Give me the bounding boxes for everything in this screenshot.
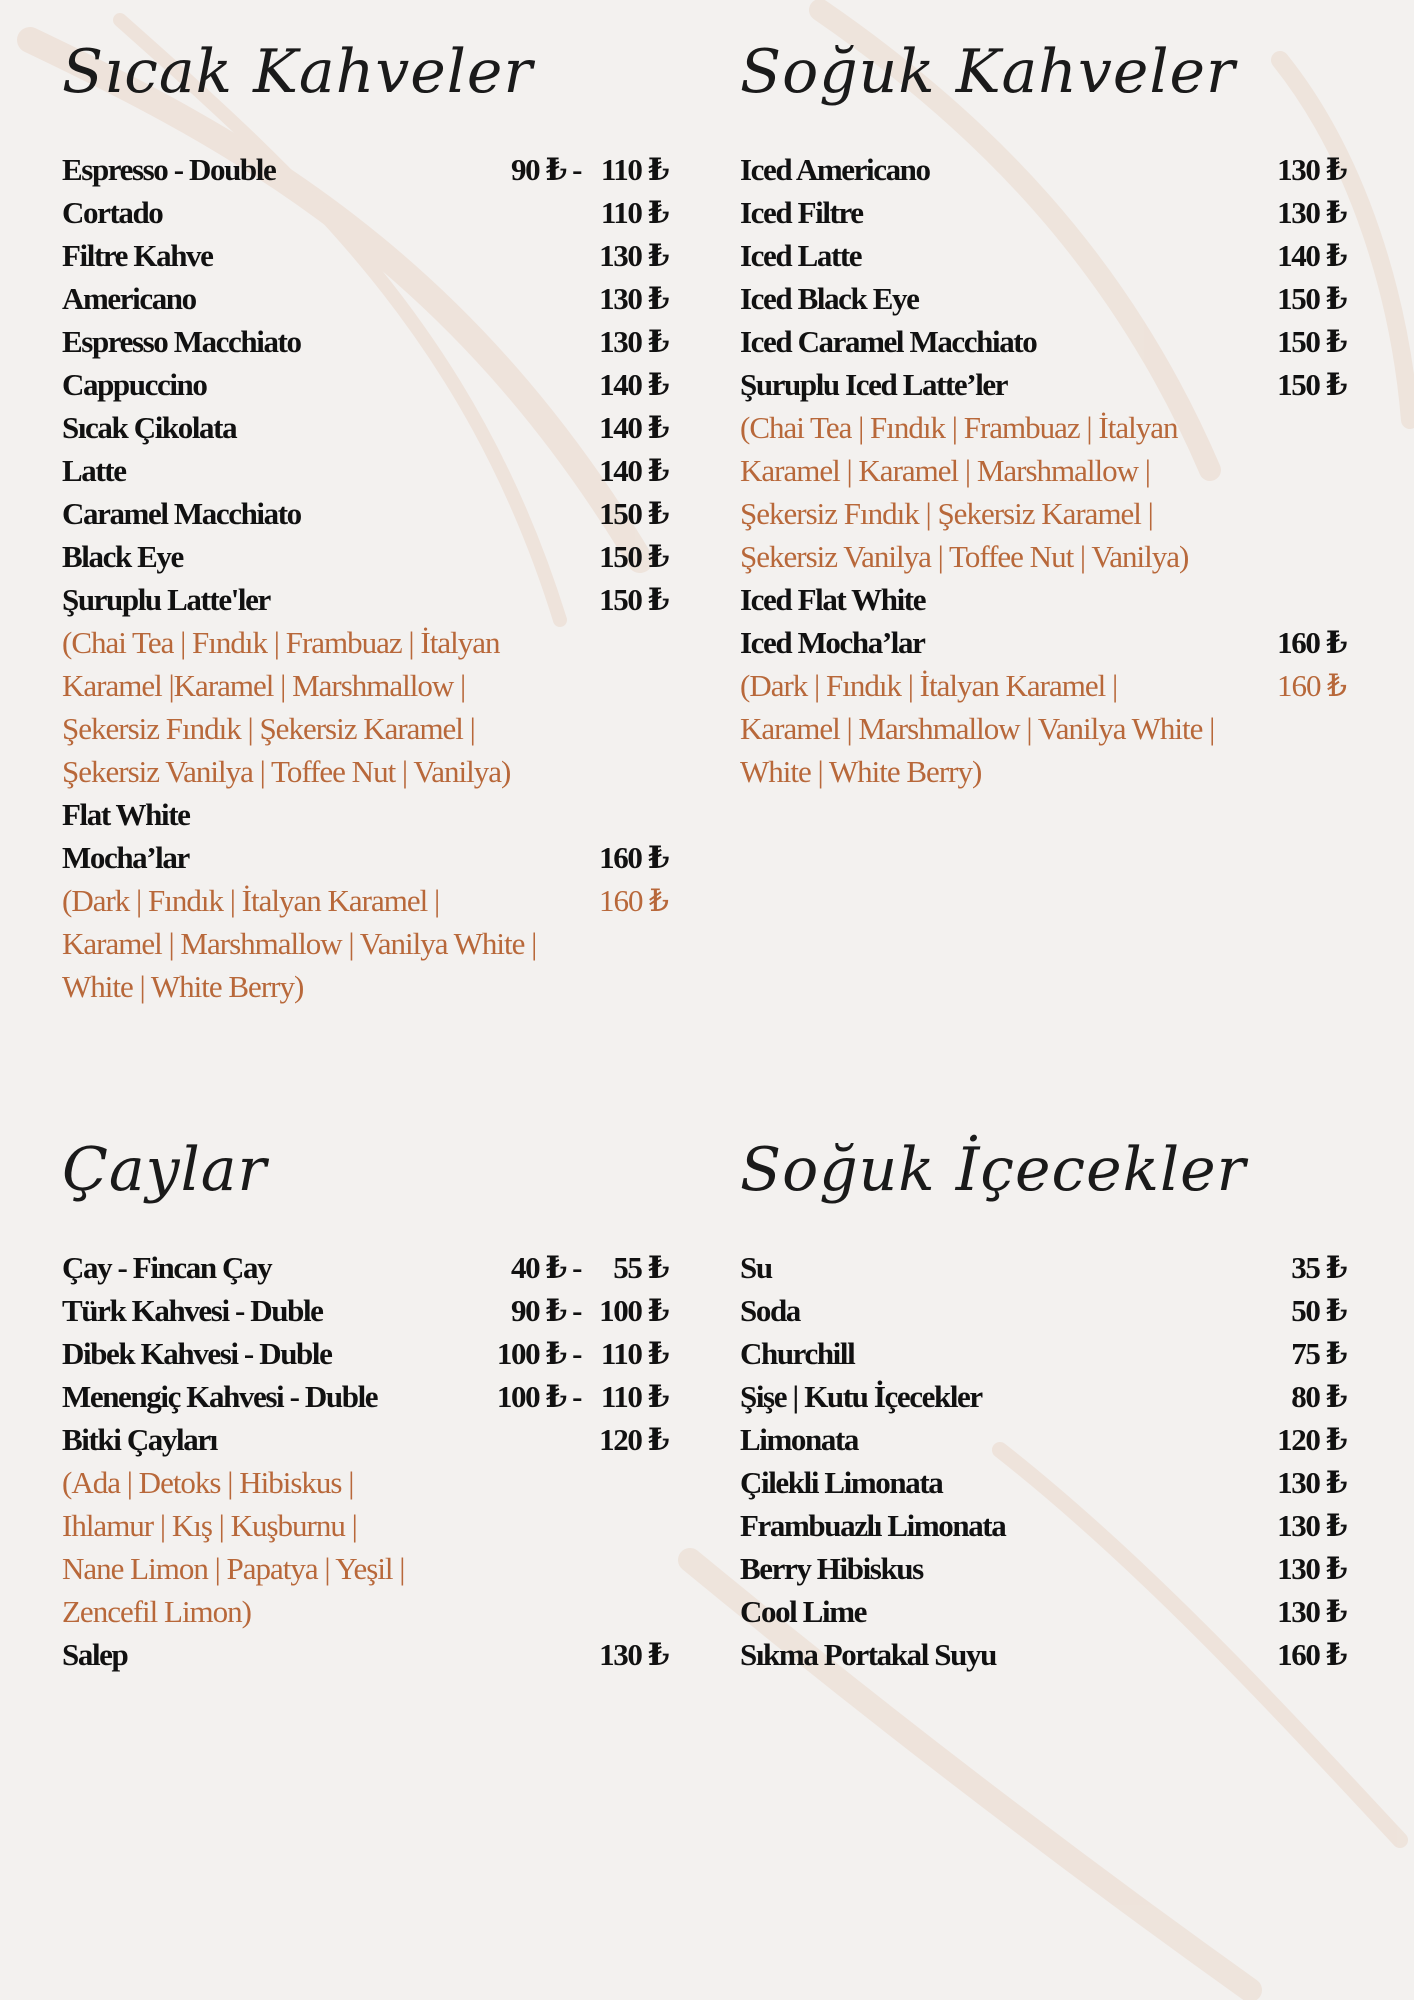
menu-item — [740, 1246, 1346, 1289]
item-name: Limonata — [740, 1422, 858, 1457]
option-list-text: Karamel | Marshmallow | Vanilya White | — [62, 926, 537, 961]
section-title: Sıcak Kahveler — [62, 37, 534, 107]
item-name: Frambuazlı Limonata — [740, 1508, 1006, 1543]
item-name: Iced Americano — [740, 152, 930, 187]
menu-item — [62, 1289, 668, 1332]
item-price: 130 ₺ — [1277, 195, 1346, 230]
item-price-start: 100 ₺ - — [496, 1379, 581, 1414]
menu-item — [62, 1375, 668, 1418]
menu-item-note — [62, 664, 668, 707]
menu-item-note — [62, 922, 668, 965]
menu-item — [62, 449, 668, 492]
option-list-text: (Dark | Fındık | İtalyan Karamel | — [740, 668, 1118, 703]
menu-item — [740, 234, 1346, 277]
item-name: Şuruplu Iced Latte’ler — [740, 367, 1008, 402]
item-price: 150 ₺ — [1277, 367, 1346, 402]
item-name: Iced Mocha’lar — [740, 625, 925, 660]
item-price: 110 ₺ — [600, 195, 668, 230]
menu-item — [62, 363, 668, 406]
item-name: Espresso - Double — [62, 152, 276, 187]
menu-item-note — [740, 750, 1346, 793]
menu-item — [62, 277, 668, 320]
item-price: 140 ₺ — [599, 367, 668, 402]
menu-item — [62, 535, 668, 578]
item-price-start: 90 ₺ - — [511, 1293, 581, 1328]
option-list-text: (Chai Tea | Fındık | Frambuaz | İtalyan — [62, 625, 500, 660]
item-price: 160 ₺ — [1277, 668, 1346, 703]
item-name: Iced Filtre — [740, 195, 863, 230]
item-price-end: 100 ₺ — [599, 1293, 668, 1328]
option-list-text: Ihlamur | Kış | Kuşburnu | — [62, 1508, 357, 1543]
menu-item-note — [62, 621, 668, 664]
item-price: 130 ₺ — [599, 324, 668, 359]
option-list-text: Şekersiz Vanilya | Toffee Nut | Vanilya) — [740, 539, 1189, 574]
menu-item-note — [740, 406, 1346, 449]
option-list-text: (Ada | Detoks | Hibiskus | — [62, 1465, 354, 1500]
item-name: Iced Caramel Macchiato — [740, 324, 1037, 359]
menu-item — [62, 1246, 668, 1289]
menu-item-note — [62, 879, 668, 922]
option-list-text: Zencefil Limon) — [62, 1594, 251, 1629]
menu-item — [62, 793, 668, 836]
item-name: Soda — [740, 1293, 800, 1328]
menu-item-note — [740, 449, 1346, 492]
menu-item — [62, 1633, 668, 1676]
item-price-end: 110 ₺ — [600, 1336, 668, 1371]
item-price: 130 ₺ — [1277, 152, 1346, 187]
item-price: 50 ₺ — [1291, 1293, 1346, 1328]
item-price: 140 ₺ — [599, 410, 668, 445]
item-name: Berry Hibiskus — [740, 1551, 923, 1586]
item-name: Americano — [62, 281, 196, 316]
option-list-text: Şekersiz Fındık | Şekersiz Karamel | — [740, 496, 1153, 531]
item-price: 120 ₺ — [1277, 1422, 1346, 1457]
item-price: 130 ₺ — [599, 1637, 668, 1672]
item-price: 130 ₺ — [1277, 1508, 1346, 1543]
menu-item — [740, 1547, 1346, 1590]
menu-item — [740, 1289, 1346, 1332]
menu-item — [740, 1461, 1346, 1504]
option-list-text: Karamel | Marshmallow | Vanilya White | — [740, 711, 1215, 746]
menu-item — [740, 277, 1346, 320]
menu-item — [62, 320, 668, 363]
item-name: Filtre Kahve — [62, 238, 213, 273]
menu-item-note — [62, 1547, 668, 1590]
section-sicak-kahveler — [62, 22, 668, 1008]
item-name: Çay - Fincan Çay — [62, 1250, 272, 1285]
menu-list — [62, 148, 668, 1008]
item-name: Iced Flat White — [740, 582, 926, 617]
item-price-start: 40 ₺ - — [511, 1250, 581, 1285]
item-price: 150 ₺ — [599, 539, 668, 574]
section-title: Soğuk Kahveler — [740, 37, 1236, 107]
item-price: 140 ₺ — [599, 453, 668, 488]
item-name: Espresso Macchiato — [62, 324, 301, 359]
item-price: 130 ₺ — [599, 281, 668, 316]
menu-item-note — [62, 1590, 668, 1633]
item-price: 150 ₺ — [599, 582, 668, 617]
menu-item — [62, 406, 668, 449]
item-price: 150 ₺ — [1277, 281, 1346, 316]
section-title: Soğuk İçecekler — [740, 1135, 1247, 1205]
item-price: 160 ₺ — [1277, 625, 1346, 660]
item-name: Black Eye — [62, 539, 183, 574]
menu-item — [62, 1332, 668, 1375]
item-name: Cortado — [62, 195, 163, 230]
menu-item — [740, 320, 1346, 363]
item-name: Bitki Çayları — [62, 1422, 217, 1457]
menu-item-note — [62, 1504, 668, 1547]
menu-item-note — [62, 965, 668, 1008]
item-name: Cappuccino — [62, 367, 207, 402]
section-title: Çaylar — [62, 1135, 268, 1205]
item-price: 160 ₺ — [1277, 1637, 1346, 1672]
item-price-end: 55 ₺ — [613, 1250, 668, 1285]
option-list-text: Karamel | Karamel | Marshmallow | — [740, 453, 1150, 488]
menu-item-note — [740, 707, 1346, 750]
option-list-text: White | White Berry) — [740, 754, 982, 789]
menu-item-note — [62, 1461, 668, 1504]
menu-item — [62, 148, 668, 191]
section-caylar — [62, 1120, 668, 1676]
menu-item-note — [740, 664, 1346, 707]
item-name: Caramel Macchiato — [62, 496, 301, 531]
item-price: 130 ₺ — [599, 238, 668, 273]
menu-item — [740, 1590, 1346, 1633]
menu-item — [62, 836, 668, 879]
item-price: 75 ₺ — [1291, 1336, 1346, 1371]
item-price: 140 ₺ — [1277, 238, 1346, 273]
item-name: Türk Kahvesi - Duble — [62, 1293, 323, 1328]
item-name: Churchill — [740, 1336, 855, 1371]
item-name: Latte — [62, 453, 126, 488]
menu-list — [740, 1246, 1346, 1676]
item-name: Flat White — [62, 797, 190, 832]
menu-item-note — [740, 535, 1346, 578]
item-price: 130 ₺ — [1277, 1551, 1346, 1586]
menu-item — [740, 1418, 1346, 1461]
section-soguk-icecekler — [740, 1120, 1346, 1676]
item-price-start: 90 ₺ - — [511, 152, 581, 187]
menu-item — [740, 363, 1346, 406]
menu-item-note — [62, 707, 668, 750]
menu-item — [740, 1504, 1346, 1547]
item-name: Sıcak Çikolata — [62, 410, 237, 445]
item-price: 130 ₺ — [1277, 1594, 1346, 1629]
item-name: Cool Lime — [740, 1594, 867, 1629]
item-name: Menengiç Kahvesi - Duble — [62, 1379, 378, 1414]
item-price: 150 ₺ — [599, 496, 668, 531]
item-name: Mocha’lar — [62, 840, 189, 875]
menu-item — [740, 191, 1346, 234]
menu-item — [740, 621, 1346, 664]
item-name: Salep — [62, 1637, 128, 1672]
menu-item-note — [740, 492, 1346, 535]
item-price: 35 ₺ — [1291, 1250, 1346, 1285]
item-price: 160 ₺ — [599, 840, 668, 875]
item-name: Dibek Kahvesi - Duble — [62, 1336, 332, 1371]
item-name: Iced Black Eye — [740, 281, 919, 316]
item-name: Sıkma Portakal Suyu — [740, 1637, 996, 1672]
menu-item-note — [62, 750, 668, 793]
menu-item — [62, 1418, 668, 1461]
option-list-text: Şekersiz Fındık | Şekersiz Karamel | — [62, 711, 475, 746]
item-name: Şişe | Kutu İçecekler — [740, 1379, 982, 1414]
item-price: 130 ₺ — [1277, 1465, 1346, 1500]
menu-list — [62, 1246, 668, 1676]
option-list-text: (Chai Tea | Fındık | Frambuaz | İtalyan — [740, 410, 1178, 445]
menu-item — [740, 148, 1346, 191]
section-soguk-kahveler — [740, 22, 1346, 793]
menu-item — [740, 1633, 1346, 1676]
item-price-start: 100 ₺ - — [496, 1336, 581, 1371]
item-price: 160 ₺ — [599, 883, 668, 918]
item-name: Şuruplu Latte'ler — [62, 582, 270, 617]
menu-item — [740, 1332, 1346, 1375]
item-price: 150 ₺ — [1277, 324, 1346, 359]
item-price-end: 110 ₺ — [600, 1379, 668, 1414]
menu-item — [62, 578, 668, 621]
menu-item — [62, 191, 668, 234]
menu-list — [740, 148, 1346, 793]
item-price-end: 110 ₺ — [600, 152, 668, 187]
option-list-text: Karamel |Karamel | Marshmallow | — [62, 668, 466, 703]
menu-item — [740, 1375, 1346, 1418]
item-name: Çilekli Limonata — [740, 1465, 943, 1500]
item-name: Iced Latte — [740, 238, 862, 273]
item-price: 80 ₺ — [1291, 1379, 1346, 1414]
option-list-text: White | White Berry) — [62, 969, 304, 1004]
item-price: 120 ₺ — [599, 1422, 668, 1457]
option-list-text: (Dark | Fındık | İtalyan Karamel | — [62, 883, 440, 918]
menu-item — [740, 578, 1346, 621]
menu-item — [62, 234, 668, 277]
option-list-text: Şekersiz Vanilya | Toffee Nut | Vanilya) — [62, 754, 511, 789]
menu-item — [62, 492, 668, 535]
item-name: Su — [740, 1250, 772, 1285]
option-list-text: Nane Limon | Papatya | Yeşil | — [62, 1551, 405, 1586]
